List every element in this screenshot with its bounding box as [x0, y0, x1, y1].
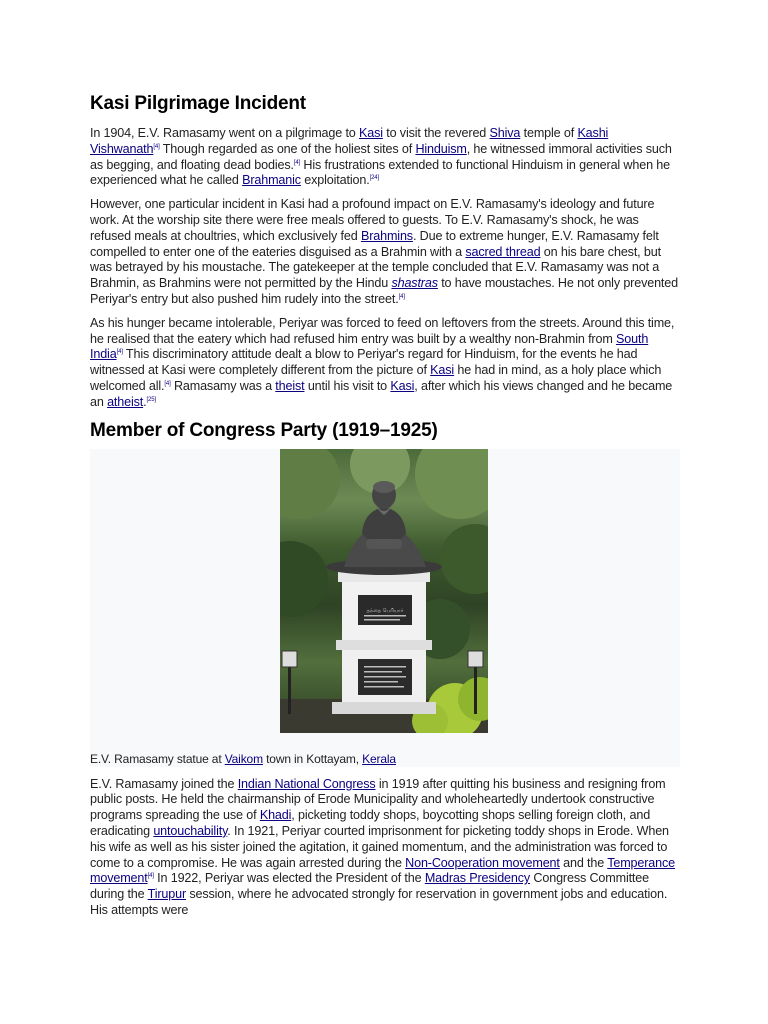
citation[interactable]: [4]: [164, 380, 171, 387]
link-kasi[interactable]: Kasi: [390, 378, 415, 393]
link-indian-national-congress[interactable]: Indian National Congress: [237, 776, 376, 791]
link-madras-presidency[interactable]: Madras Presidency: [424, 871, 531, 886]
plaque-text: தந்தை பெரியார்: [366, 607, 404, 614]
citation[interactable]: [4]: [153, 143, 160, 150]
figure-caption: E.V. Ramasamy statue at Vaikom town in Kottayam, Kerala: [90, 751, 396, 766]
citation[interactable]: [4]: [293, 159, 301, 166]
link-shastras[interactable]: shastras: [391, 276, 438, 291]
link-non-cooperation-movement[interactable]: Non-Cooperation movement: [405, 855, 560, 870]
link-khadi[interactable]: Khadi: [259, 808, 292, 823]
link-atheist[interactable]: atheist: [107, 394, 144, 409]
paragraph-3: As his hunger became intolerable, Periyar was forced to feed on leftovers from the streets. Around this time, he realised that the eatery which had refused him entry was built by a wealthy non-Brahmin from South India[4] This discriminatory attitude dealt a blow to Periyar's regard for Hinduism, for the events he had witnessed at Kasi were completely different from the picture of Kasi he had in mind, as a holy place which welcomed all.[4] Ramasamy was a theist until his visit to Kasi, after which his views changed and he became an atheist.[25]: [90, 315, 675, 409]
paragraph-4: E.V. Ramasamy joined the Indian National Congress in 1919 after quitting his business and resigning from public posts. He held the chairmanship of Erode Municipality and wholeheartedly undertook constructive programs spreading the use of Khadi, picketing toddy shops, boycotting shops selling foreign cloth, and eradicating untouchability. In 1921, Periyar courted imprisonment for picketing toddy shops in Erode. When his wife as well as his sister joined the agitation, it gained momentum, and the administration was forced to come to a compromise. He was again arrested during the Non-Cooperation movement and the Temperance movement[4] In 1922, Periyar was elected the President of the Madras Presidency Congress Committee during the Tirupur session, where he advocated strongly for reservation in government jobs and education. His attempts were: [90, 776, 676, 917]
link-sacred-thread[interactable]: sacred thread: [465, 244, 541, 259]
statue-photo[interactable]: [280, 449, 488, 733]
citation[interactable]: [4]: [398, 293, 405, 300]
link-shiva[interactable]: Shiva: [489, 126, 521, 140]
link-south-india[interactable]: South India: [90, 331, 649, 362]
link-vaikom[interactable]: Vaikom: [224, 751, 263, 766]
citation[interactable]: [4]: [147, 873, 154, 880]
citation[interactable]: [24]: [369, 175, 379, 182]
link-brahmins[interactable]: Brahmins: [360, 228, 413, 243]
link-temperance-movement[interactable]: Temperance movement: [90, 855, 676, 886]
section-heading-kasi: Kasi Pilgrimage Incident: [90, 93, 306, 114]
link-brahmanic[interactable]: Brahmanic: [242, 173, 301, 188]
link-theist[interactable]: theist: [275, 378, 305, 393]
link-kasi[interactable]: Kasi: [359, 126, 383, 140]
link-kerala[interactable]: Kerala: [362, 751, 396, 766]
link-tirupur[interactable]: Tirupur: [147, 887, 187, 902]
link-kasi[interactable]: Kasi: [430, 363, 455, 378]
citation[interactable]: [4]: [116, 349, 123, 356]
figure-thumbnail: [90, 449, 680, 767]
link-hinduism[interactable]: Hinduism: [415, 141, 467, 156]
link-kashi-vishwanath[interactable]: Kashi Vishwanath: [90, 126, 609, 156]
section-heading-congress: Member of Congress Party (1919–1925): [90, 419, 438, 441]
citation[interactable]: [25]: [146, 396, 156, 403]
paragraph-2: However, one particular incident in Kasi had a profound impact on E.V. Ramasamy's ideology and future work. At the worship site there were free meals offered to guests. To E.V. Ramasamy's shock, he was refused meals at choultries, which exclusively fed Brahmins. Due to extreme hunger, E.V. Ramasamy felt compelled to enter one of the eateries disguised as a Brahmin with a sacred thread on his bare chest, but was betrayed by his moustache. The gatekeeper at the temple concluded that E.V. Ramasamy was not a Brahmin, as Brahmins were not permitted by the Hindu shastras to have moustaches. He not only prevented Periyar's entry but also pushed him rudely into the street.[4]: [90, 197, 678, 306]
link-untouchability[interactable]: untouchability: [153, 823, 228, 838]
paragraph-1: In 1904, E.V. Ramasamy went on a pilgrimage to Kasi to visit the revered Shiva temple of Kashi Vishwanath[4] Though regarded as one of the holiest sites of Hinduism, he witnessed immoral activities such as begging, and floating dead bodies.[4] His frustrations extended to functional Hinduism in general when he experienced what he called Brahmanic exploitation.[24]: [90, 126, 672, 188]
article-body: [90, 92, 680, 927]
